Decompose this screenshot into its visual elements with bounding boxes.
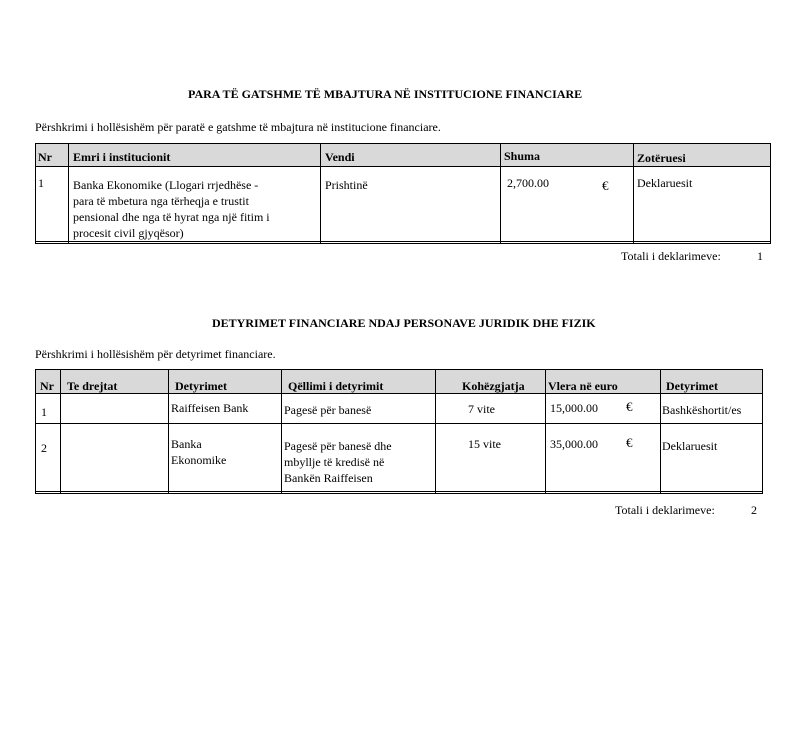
header-owner: Zotëruesi xyxy=(637,151,686,165)
row1-institution: Banka Ekonomike (Llogari rrjedhëse - para të mbetura nga tërheqja e trustit pensional dhe nga të hyrat nga një fitim i procesit civil gjyqësor) xyxy=(73,178,270,240)
row1-duration: 7 vite xyxy=(468,402,495,416)
row1-purpose: Pagesë për banesë xyxy=(284,403,372,417)
row2-holder: Deklaruesit xyxy=(662,439,718,453)
row2-duration: 15 vite xyxy=(468,437,501,451)
row1-value: 15,000.00 xyxy=(550,401,598,415)
section2-title: DETYRIMET FINANCIARE NDAJ PERSONAVE JURIDIK DHE FIZIK xyxy=(212,316,596,330)
row1-owner: Deklaruesit xyxy=(637,176,693,190)
header-institution: Emri i institucionit xyxy=(73,150,171,164)
row1-euro-icon: € xyxy=(626,399,633,414)
row2-obligation: Banka Ekonomike xyxy=(171,437,227,467)
row2-value: 35,000.00 xyxy=(550,437,598,451)
row1-obligation: Raiffeisen Bank xyxy=(171,401,249,415)
row2-purpose: Pagesë për banesë dhe mbyllje të kredisë në Bankën Raiffeisen xyxy=(284,439,392,485)
section1-total-value: 1 xyxy=(757,249,763,263)
header-purpose: Qëllimi i detyrimit xyxy=(288,379,384,393)
row1-holder: Bashkëshortit/es xyxy=(662,403,742,417)
section1-title: PARA TË GATSHME TË MBAJTURA NË INSTITUCIONE FINANCIARE xyxy=(188,87,583,101)
header-rights: Te drejtat xyxy=(67,379,118,393)
financial-obligations-table xyxy=(35,369,763,494)
header-holder: Detyrimet xyxy=(666,379,718,393)
section1-total-label: Totali i deklarimeve: xyxy=(621,249,721,263)
header-place: Vendi xyxy=(325,150,355,164)
header-nr: Nr xyxy=(40,379,54,393)
cash-holdings-table xyxy=(35,143,771,244)
header-value: Vlera në euro xyxy=(548,379,618,393)
row2-nr: 2 xyxy=(41,441,47,455)
row1-place: Prishtinë xyxy=(325,178,368,192)
section1-description: Përshkrimi i hollësishëm për paratë e gatshme të mbajtura në institucione financiare. xyxy=(35,120,441,134)
header-nr: Nr xyxy=(38,150,52,164)
row1-amount: 2,700.00 xyxy=(507,176,549,190)
section2-total-label: Totali i deklarimeve: xyxy=(615,503,715,517)
table-header-row xyxy=(36,370,762,394)
row1-nr: 1 xyxy=(38,176,44,190)
header-duration: Kohëzgjatja xyxy=(462,379,525,393)
section2-description: Përshkrimi i hollësishëm për detyrimet financiare. xyxy=(35,347,276,361)
section2-total-value: 2 xyxy=(751,503,757,517)
header-amount: Shuma xyxy=(504,149,541,163)
row1-nr: 1 xyxy=(41,405,47,419)
row2-euro-icon: € xyxy=(626,435,633,450)
row1-euro-icon: € xyxy=(602,178,609,193)
header-obligations: Detyrimet xyxy=(175,379,227,393)
